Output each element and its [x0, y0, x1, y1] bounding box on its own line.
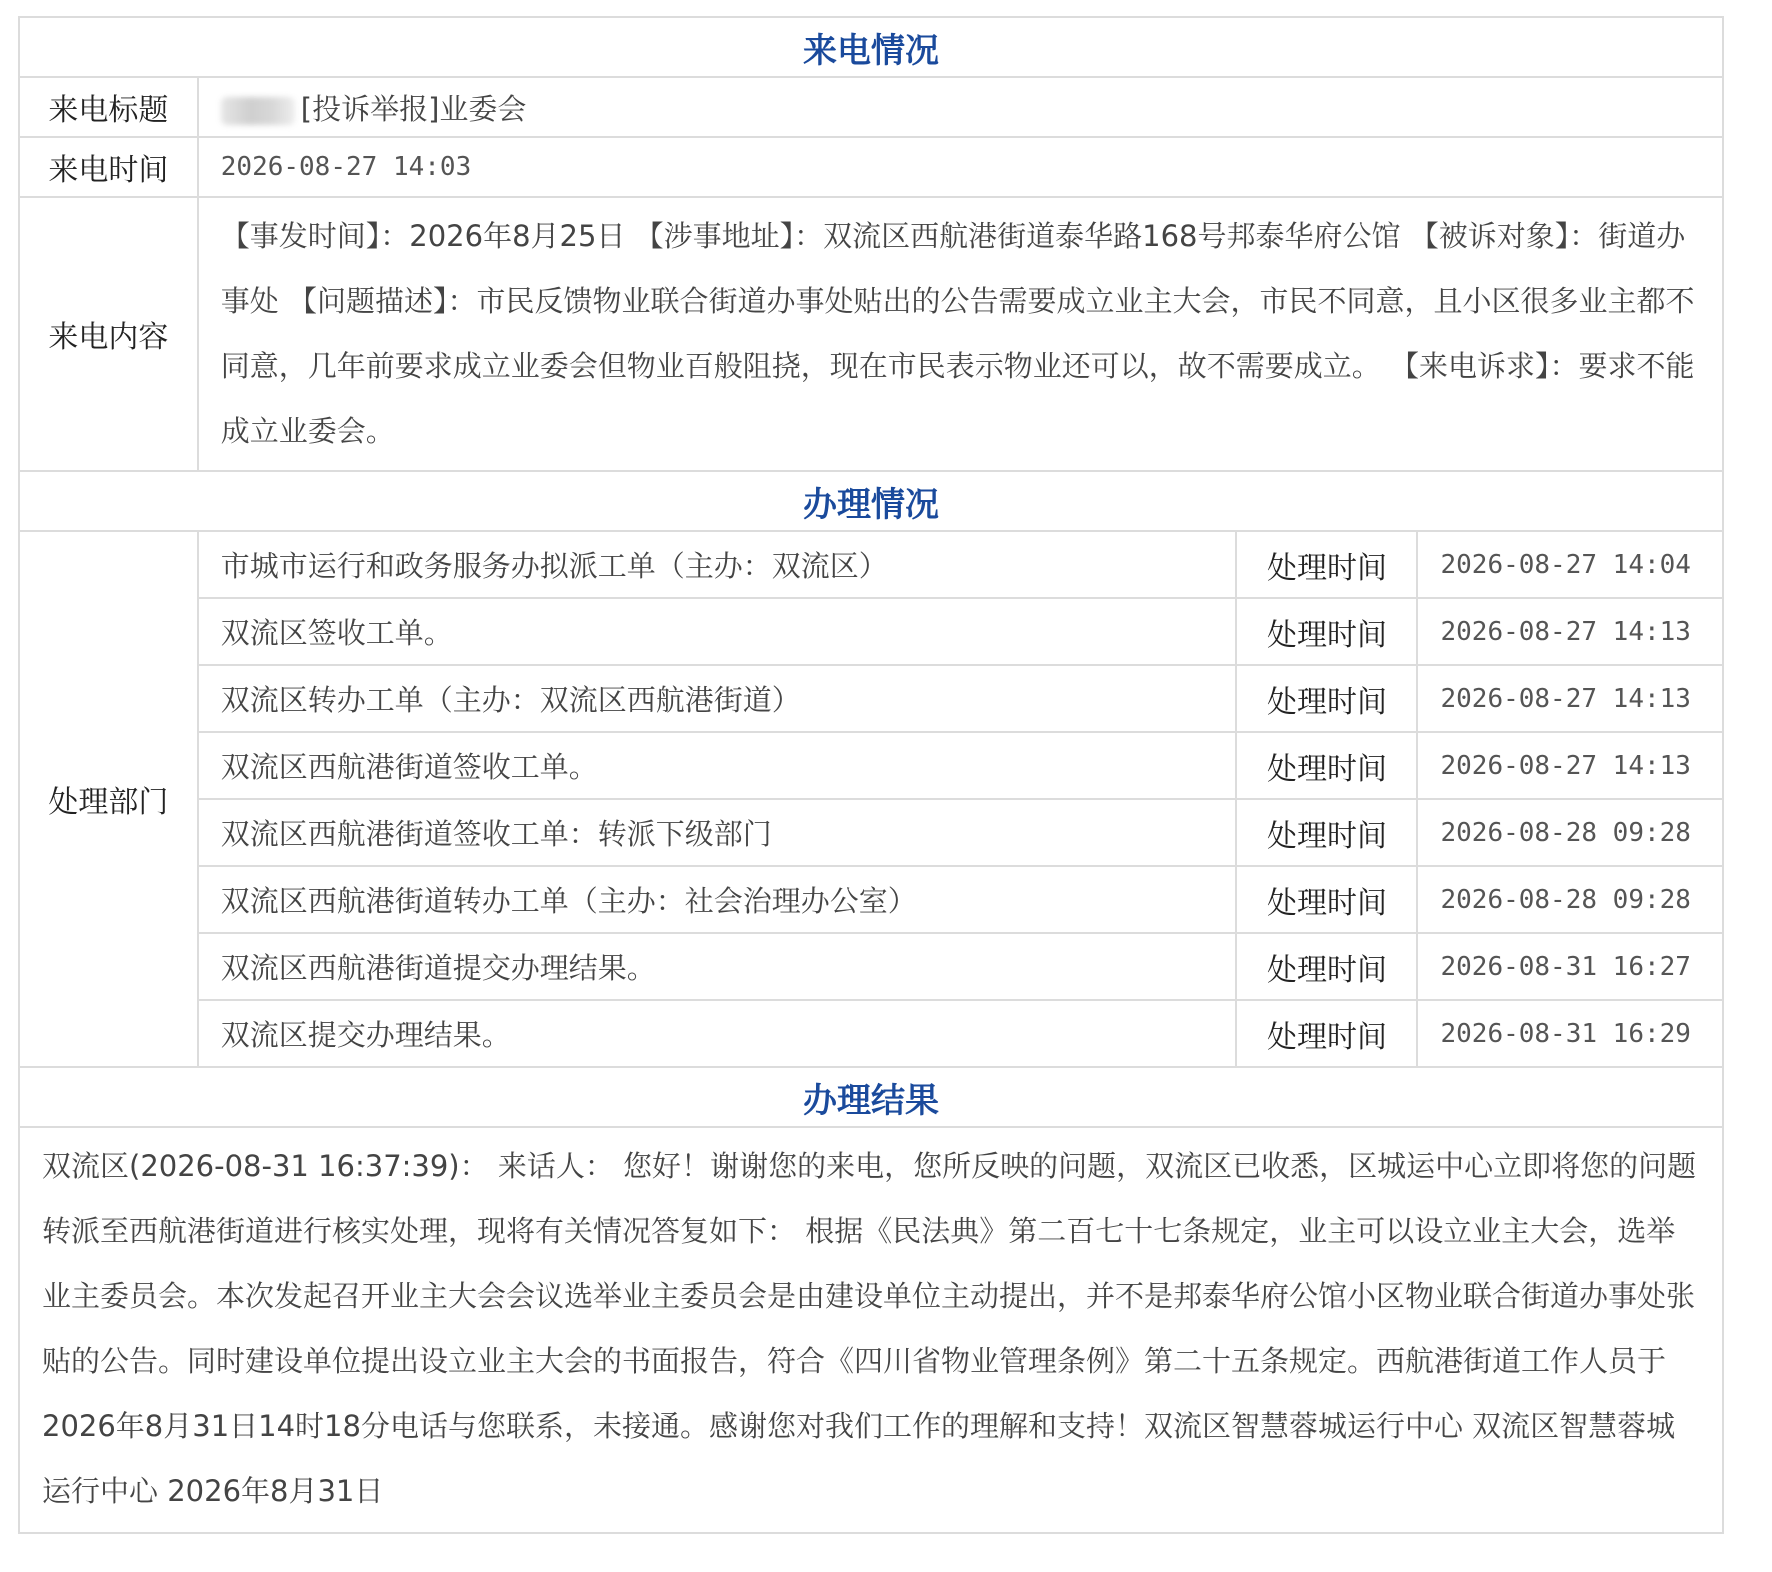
- process-time-label: 处理时间: [1236, 866, 1417, 933]
- process-step-desc: 双流区提交办理结果。: [198, 1000, 1237, 1067]
- process-step-desc: 双流区西航港街道签收工单。: [198, 732, 1237, 799]
- process-time-label: 处理时间: [1236, 665, 1417, 732]
- process-time-value: 2026-08-27 14:04: [1417, 531, 1723, 598]
- call-title-label: 来电标题: [19, 77, 198, 137]
- process-time-label: 处理时间: [1236, 732, 1417, 799]
- process-time-label: 处理时间: [1236, 598, 1417, 665]
- process-time-value: 2026-08-27 14:13: [1417, 598, 1723, 665]
- result-text: 双流区(2026-08-31 16:37:39)： 来话人： 您好！谢谢您的来电，您所反映的问题，双流区已收悉，区城运中心立即将您的问题转派至西航港街道进行核实处理，现将有关情况答复如下： 根据《民法典》第二百七十七条规定，业主可以设立业主大会，选举业主委员会。本次发起召开业主大会会议选举业主委员会是由建设单位主动提出，并不是邦泰华府公馆小区物业联合街道办事处张贴的公告。同时建设单位提出设立业主大会的书面报告，符合《四川省物业管理条例》第二十五条规定。西航港街道工作人员于2026年8月31日14时18分电话与您联系，未接通。感谢您对我们工作的理解和支持！双流区智慧蓉城运行中心 双流区智慧蓉城运行中心 2026年8月31日: [19, 1127, 1723, 1533]
- process-step-desc: 双流区西航港街道签收工单：转派下级部门: [198, 799, 1237, 866]
- process-step-desc: 双流区西航港街道提交办理结果。: [198, 933, 1237, 1000]
- call-time-value: 2026-08-27 14:03: [198, 137, 1723, 197]
- case-detail-table: [18, 16, 1724, 1534]
- call-time-label: 来电时间: [19, 137, 198, 197]
- call-title-cell: [198, 77, 1723, 137]
- process-time-value: 2026-08-27 14:13: [1417, 665, 1723, 732]
- redacted-blur: [221, 97, 295, 125]
- process-time-value: 2026-08-31 16:27: [1417, 933, 1723, 1000]
- process-time-value: 2026-08-27 14:13: [1417, 732, 1723, 799]
- process-time-label: 处理时间: [1236, 799, 1417, 866]
- result-section-heading: 办理结果: [19, 1067, 1723, 1127]
- process-time-label: 处理时间: [1236, 933, 1417, 1000]
- process-time-label: 处理时间: [1236, 531, 1417, 598]
- process-step-desc: 双流区签收工单。: [198, 598, 1237, 665]
- process-step-desc: 双流区转办工单（主办：双流区西航港街道）: [198, 665, 1237, 732]
- call-title-value: [投诉举报]业委会: [300, 91, 527, 126]
- call-content-label: 来电内容: [19, 197, 198, 471]
- process-section-heading: 办理情况: [19, 471, 1723, 531]
- process-time-value: 2026-08-28 09:28: [1417, 799, 1723, 866]
- call-content-value: 【事发时间】：2026年8月25日 【涉事地址】：双流区西航港街道泰华路168号邦泰华府公馆 【被诉对象】：街道办事处 【问题描述】：市民反馈物业联合街道办事处贴出的公告需要成立业主大会，市民不同意，且小区很多业主都不同意，几年前要求成立业委会但物业百般阻挠，现在市民表示物业还可以，故不需要成立。 【来电诉求】：要求不能成立业委会。: [198, 197, 1723, 471]
- call-section-heading: 来电情况: [19, 17, 1723, 77]
- process-time-label: 处理时间: [1236, 1000, 1417, 1067]
- process-step-desc: 市城市运行和政务服务办拟派工单（主办：双流区）: [198, 531, 1237, 598]
- dept-label: 处理部门: [19, 531, 198, 1067]
- process-time-value: 2026-08-31 16:29: [1417, 1000, 1723, 1067]
- process-time-value: 2026-08-28 09:28: [1417, 866, 1723, 933]
- process-step-desc: 双流区西航港街道转办工单（主办：社会治理办公室）: [198, 866, 1237, 933]
